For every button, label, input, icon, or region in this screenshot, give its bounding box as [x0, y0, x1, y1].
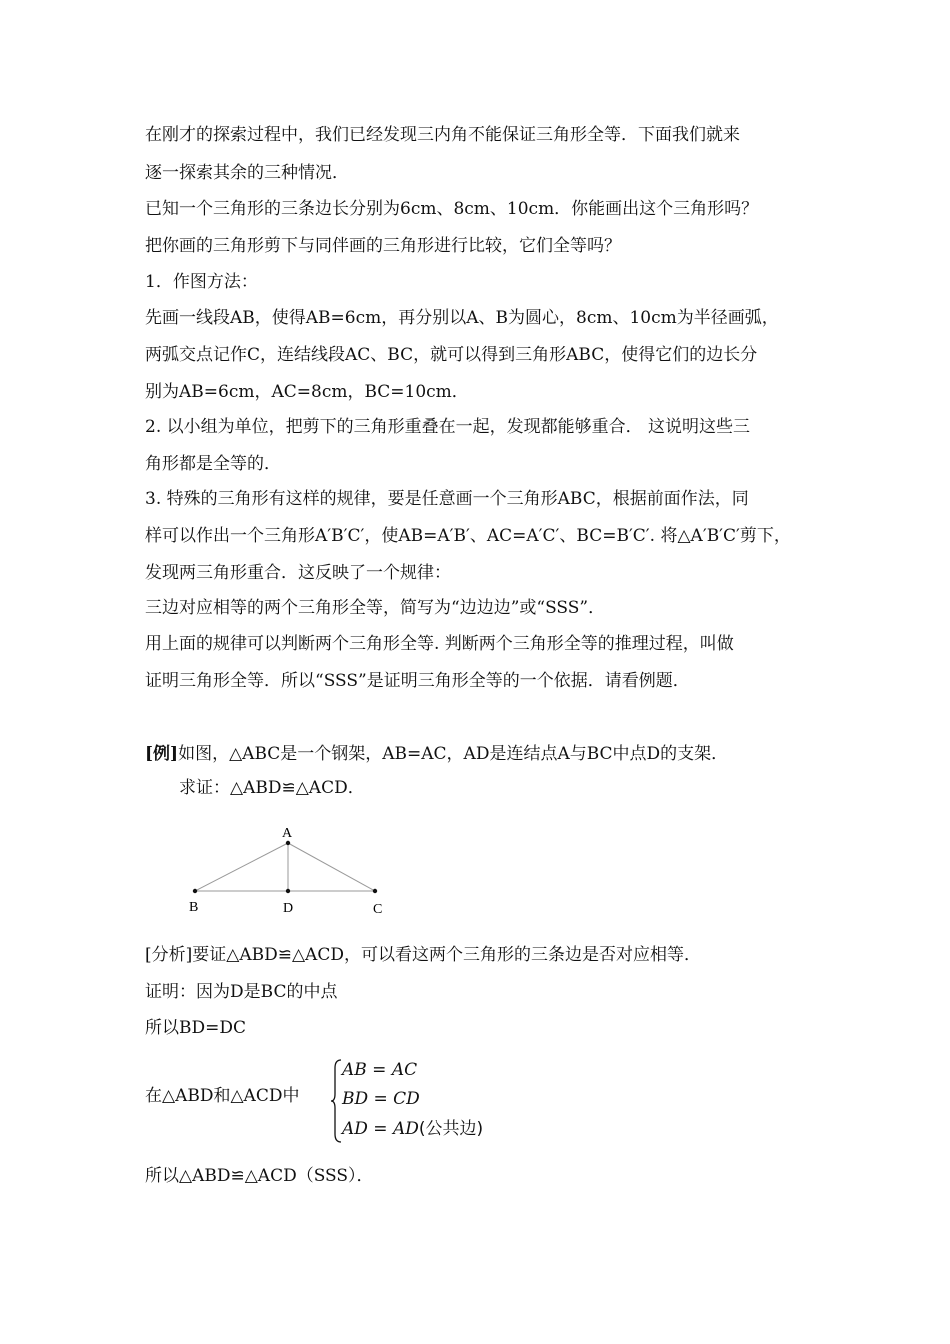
label-a: A	[282, 826, 293, 841]
equation-system	[145, 1058, 645, 1148]
paragraph-proof-intro-line1: 用上面的规律可以判断两个三角形全等. 判断两个三角形全等的推理过程，叫做	[145, 634, 734, 654]
paragraph-group-line2: 角形都是全等的．	[145, 454, 281, 474]
example-prove: 求证：△ABD≌△ACD．	[179, 778, 365, 798]
paragraph-rule-line3: 发现两三角形重合．这反映了一个规律：	[145, 563, 451, 583]
conclusion-text: 所以△ABD≌△ACD（SSS）．	[145, 1166, 374, 1186]
paragraph-sss-rule: 三边对应相等的两个三角形全等，简写为“边边边”或“SSS”．	[145, 598, 606, 618]
proof-line2: 所以BD=DC	[145, 1018, 247, 1038]
example-statement	[145, 742, 728, 766]
segment-ac	[288, 843, 375, 891]
point-d	[286, 889, 290, 893]
label-d: D	[283, 901, 294, 916]
paragraph-rule-line1: 3. 特殊的三角形有这样的规律，要是任意画一个三角形ABC，根据前面作法，同	[145, 489, 749, 509]
label-c: C	[373, 902, 383, 917]
label-b: B	[189, 900, 199, 915]
point-c	[373, 889, 377, 893]
common-side-note: (公共边)	[418, 1119, 484, 1139]
paragraph-group-line1: 2. 以小组为单位，把剪下的三角形重叠在一起，发现都能够重合． 这说明这些三	[145, 417, 751, 437]
example-text: 如图，△ABC是一个钢架，AB=AC，AD是连结点A与BC中点D的支架．	[178, 744, 729, 764]
triangle-figure	[185, 818, 445, 918]
paragraph-compare: 把你画的三角形剪下与同伴画的三角形进行比较，它们全等吗？	[145, 236, 621, 256]
example-tag: [例]	[145, 744, 179, 764]
point-a	[286, 841, 290, 845]
equation-ad-ad	[342, 1117, 483, 1141]
proof-line1: 证明：因为D是BC的中点	[145, 982, 338, 1002]
equation-bd-cd: BD = CD	[342, 1089, 420, 1109]
equation-ab-ac: AB = AC	[342, 1060, 418, 1080]
heading-construction-method: 1．作图方法：	[145, 272, 258, 292]
paragraph-method-line2: 两弧交点记作C，连结线段AC、BC，就可以得到三角形ABC，使得它们的边长分	[145, 345, 758, 365]
paragraph-rule-line2: 样可以作出一个三角形A′B′C′，使AB=A′B′、AC=A′C′、BC=B′C′. 将△A′B′C′剪下，	[145, 526, 791, 546]
system-lead-text: 在△ABD和△ACD中	[145, 1086, 300, 1106]
paragraph-intro-line2: 逐一探索其余的三种情况．	[145, 163, 349, 183]
paragraph-intro-line1: 在刚才的探索过程中，我们已经发现三内角不能保证三角形全等．下面我们就来	[145, 125, 740, 145]
segment-ab	[195, 843, 288, 891]
point-b	[193, 889, 197, 893]
analysis-text: [分析]要证△ABD≌△ACD，可以看这两个三角形的三条边是否对应相等．	[145, 945, 701, 965]
paragraph-method-line3: 别为AB=6cm，AC=8cm，BC=10cm．	[145, 382, 469, 402]
paragraph-proof-intro-line2: 证明三角形全等．所以“SSS”是证明三角形全等的一个依据．请看例题．	[145, 671, 690, 691]
paragraph-method-line1: 先画一线段AB，使得AB=6cm，再分别以A、B为圆心，8cm、10cm为半径画弧，	[145, 308, 779, 328]
equation-ad-ad-text: AD = AD	[342, 1119, 419, 1139]
paragraph-given-sides: 已知一个三角形的三条边长分别为6cm、8cm、10cm．你能画出这个三角形吗？	[145, 199, 759, 219]
